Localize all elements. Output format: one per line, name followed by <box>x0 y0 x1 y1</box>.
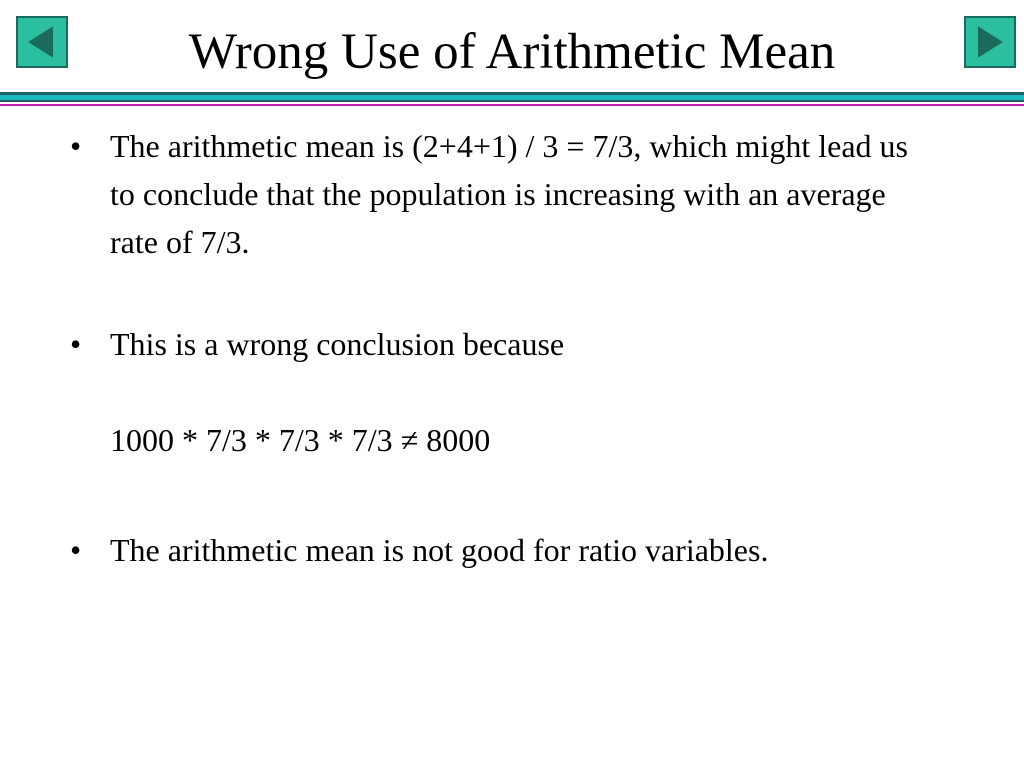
bullet-marker: • <box>70 326 82 362</box>
bullet-item <box>70 320 970 464</box>
title-divider <box>0 92 1024 106</box>
slide-title: Wrong Use of Arithmetic Mean <box>188 24 836 80</box>
next-slide-button[interactable] <box>964 16 1016 68</box>
bullet-text: The arithmetic mean is not good for ratio variables. <box>110 532 769 568</box>
bullet-marker: • <box>70 128 82 164</box>
bullet-item <box>70 122 930 266</box>
bullet-text: The arithmetic mean is (2+4+1) / 3 = 7/3, which might lead us to conclude that the population is increasing with an average rate of 7/3. <box>110 128 908 260</box>
triangle-right-icon <box>966 18 1014 66</box>
bullet-list <box>70 122 970 574</box>
bullet-marker: • <box>70 532 82 568</box>
inequality-formula: 1000 * 7/3 * 7/3 * 7/3 ≠ 8000 <box>110 422 491 458</box>
bullet-item <box>70 526 970 574</box>
bullet-text: This is a wrong conclusion because <box>110 326 565 362</box>
